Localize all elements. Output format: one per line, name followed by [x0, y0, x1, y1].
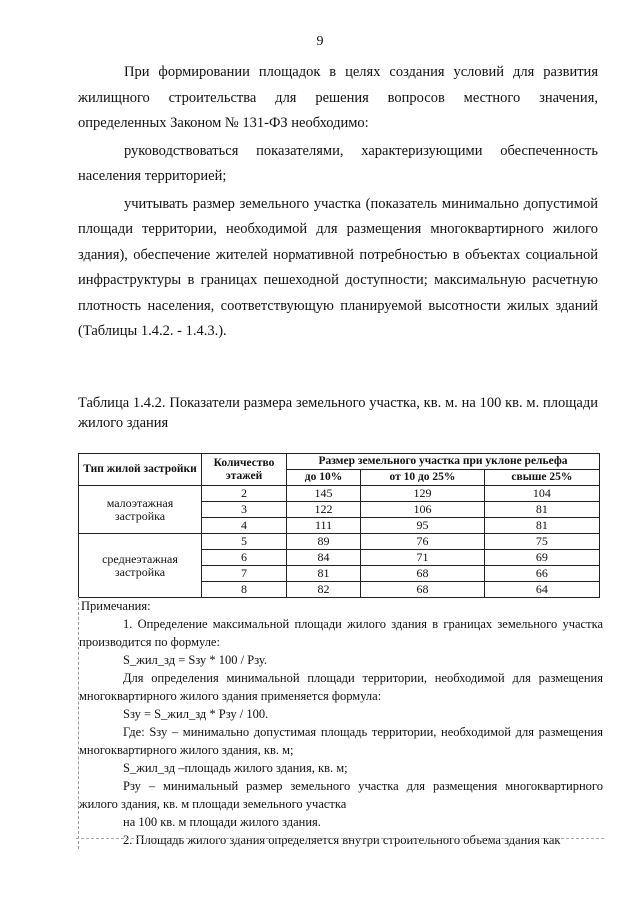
table-row [79, 486, 600, 502]
cell-value: 81 [484, 518, 599, 534]
header-slope-0-10: до 10% [287, 470, 361, 486]
definition-s-building: S_жил_зд –площадь жилого здания, кв. м; [123, 761, 348, 775]
cell-value: 81 [287, 566, 361, 582]
note-min-area: Для определения минимальной площади территории, необходимой для размещения многоквартирного жилого здания применяется формула: [79, 671, 603, 703]
header-slope-10-25: от 10 до 25% [361, 470, 485, 486]
note-1: 1. Определение максимальной площади жилого здания в границах земельного участка производится по формуле: [79, 617, 603, 649]
cell-value: 145 [287, 486, 361, 502]
land-plot-table [78, 453, 600, 598]
cell-value: 129 [361, 486, 485, 502]
cell-floors: 5 [202, 534, 287, 550]
cell-value: 71 [361, 550, 485, 566]
header-floors: Количество этажей [202, 454, 287, 486]
table-caption: Таблица 1.4.2. Показатели размера земельного участка, кв. м. на 100 кв. м. площади жилого здания [78, 395, 598, 431]
cell-value: 68 [361, 566, 485, 582]
cell-value: 122 [287, 502, 361, 518]
definition-rzu: Рзу – минимальный размер земельного участка для размещения многоквартирного жилого здания, кв. м площади земельного участка [79, 779, 603, 811]
cell-value: 111 [287, 518, 361, 534]
table-row [79, 534, 600, 550]
page-cut-line [76, 838, 604, 839]
cell-floors: 4 [202, 518, 287, 534]
cell-value: 66 [484, 566, 599, 582]
paragraph-intro: При формировании площадок в целях создания условий для развития жилищного строительства для решения вопросов местного значения, определенных Законом № 131-ФЗ необходимо: [78, 64, 598, 131]
cell-value: 76 [361, 534, 485, 550]
cell-value: 69 [484, 550, 599, 566]
cell-value: 81 [484, 502, 599, 518]
header-plot-size: Размер земельного участка при уклоне рельефа [287, 454, 600, 470]
definition-szu: Где: Sзу – минимально допустимая площадь территории, необходимой для размещения многоквартирного жилого здания, кв. м; [79, 725, 603, 757]
formula-max-area: S_жил_зд = Sзу * 100 / Рзу. [123, 653, 267, 667]
cell-value: 64 [484, 582, 599, 598]
page-number: 9 [316, 34, 324, 49]
cell-floors: 6 [202, 550, 287, 566]
cell-floors: 8 [202, 582, 287, 598]
definition-rzu-cont: на 100 кв. м площади жилого здания. [123, 815, 321, 829]
cell-value: 104 [484, 486, 599, 502]
cell-value: 106 [361, 502, 485, 518]
header-slope-25-plus: свыше 25% [484, 470, 599, 486]
note-2: 2. Площадь жилого здания определяется внутри строительного объема здания как [123, 833, 561, 847]
building-type-low-rise: малоэтажная застройка [79, 486, 202, 534]
notes-header: Примечания: [81, 599, 151, 613]
body-text [78, 60, 598, 345]
cell-floors: 7 [202, 566, 287, 582]
cell-floors: 2 [202, 486, 287, 502]
building-type-mid-rise: среднеэтажная застройка [79, 534, 202, 598]
cell-value: 84 [287, 550, 361, 566]
cell-value: 95 [361, 518, 485, 534]
cell-value: 82 [287, 582, 361, 598]
cell-value: 89 [287, 534, 361, 550]
notes-block [78, 597, 603, 849]
paragraph-consider: учитывать размер земельного участка (показатель минимально допустимой площади территории, необходимой для размещения многоквартирного жилого здания), обеспечение жителей нормативной потребностью в объектах социальной инфраструктуры в границах пешеходной доступности; максимальную расчетную плотность населения, соответствующую планируемой высотности жилых зданий (Таблицы 1.4.2. - 1.4.3.). [78, 195, 598, 339]
cell-value: 68 [361, 582, 485, 598]
cell-floors: 3 [202, 502, 287, 518]
header-building-type: Тип жилой застройки [79, 454, 202, 486]
cell-value: 75 [484, 534, 599, 550]
paragraph-guidance: руководствоваться показателями, характеризующими обеспеченность населения территорией; [78, 142, 598, 184]
formula-min-area: Sзу = S_жил_зд * Рзу / 100. [123, 707, 269, 721]
